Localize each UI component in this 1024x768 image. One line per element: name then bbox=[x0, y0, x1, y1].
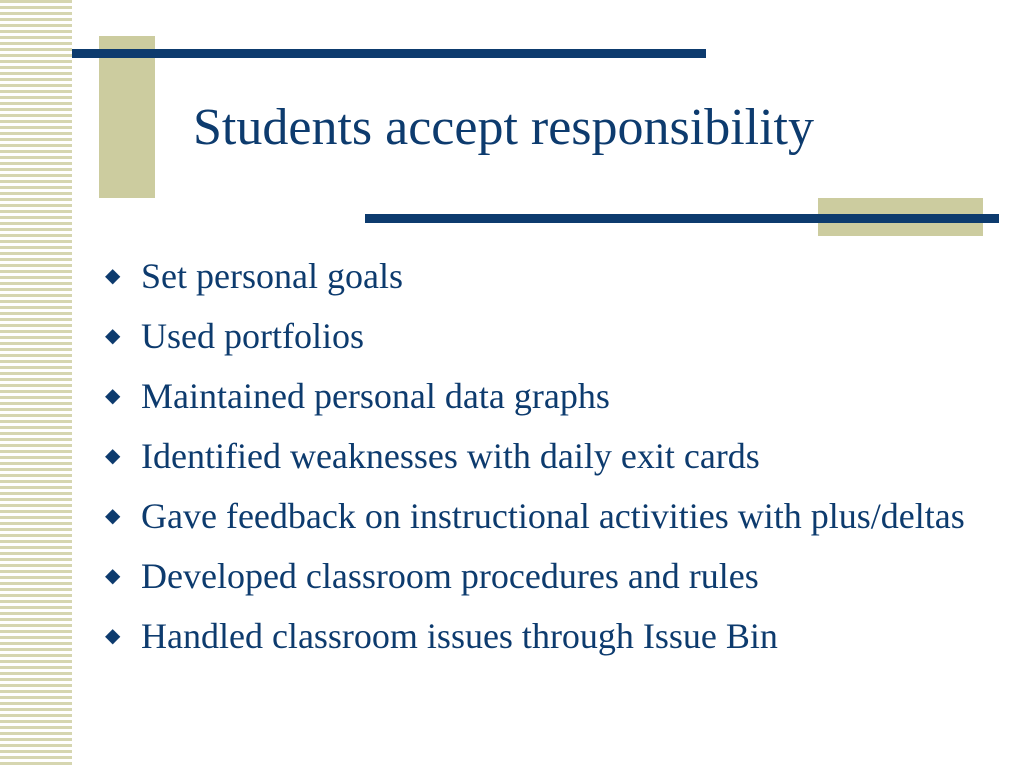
bullet-text: Set personal goals bbox=[141, 256, 403, 296]
diamond-bullet-icon: ◆ bbox=[105, 325, 121, 347]
bullet-text: Gave feedback on instructional activities with plus/deltas bbox=[141, 496, 965, 536]
bullet-text: Used portfolios bbox=[141, 316, 364, 356]
title-rule-bottom bbox=[365, 214, 999, 223]
striped-side-border bbox=[0, 0, 72, 768]
decorative-tan-block-top bbox=[99, 36, 155, 198]
bullet-text: Identified weaknesses with daily exit cards bbox=[141, 436, 760, 476]
bullet-item bbox=[103, 252, 983, 300]
diamond-bullet-icon: ◆ bbox=[105, 505, 121, 527]
bullet-list bbox=[103, 252, 983, 672]
bullet-item bbox=[103, 612, 983, 660]
bullet-item bbox=[103, 432, 983, 480]
bullet-text: Maintained personal data graphs bbox=[141, 376, 610, 416]
diamond-bullet-icon: ◆ bbox=[105, 265, 121, 287]
diamond-bullet-icon: ◆ bbox=[105, 625, 121, 647]
bullet-text: Handled classroom issues through Issue Bin bbox=[141, 616, 778, 656]
diamond-bullet-icon: ◆ bbox=[105, 445, 121, 467]
bullet-item bbox=[103, 492, 983, 540]
bullet-item bbox=[103, 372, 983, 420]
title-rule-top bbox=[72, 49, 706, 58]
bullet-item bbox=[103, 312, 983, 360]
diamond-bullet-icon: ◆ bbox=[105, 565, 121, 587]
slide-title: Students accept responsibility bbox=[193, 99, 815, 156]
bullet-text: Developed classroom procedures and rules bbox=[141, 556, 759, 596]
bullet-item bbox=[103, 552, 983, 600]
diamond-bullet-icon: ◆ bbox=[105, 385, 121, 407]
